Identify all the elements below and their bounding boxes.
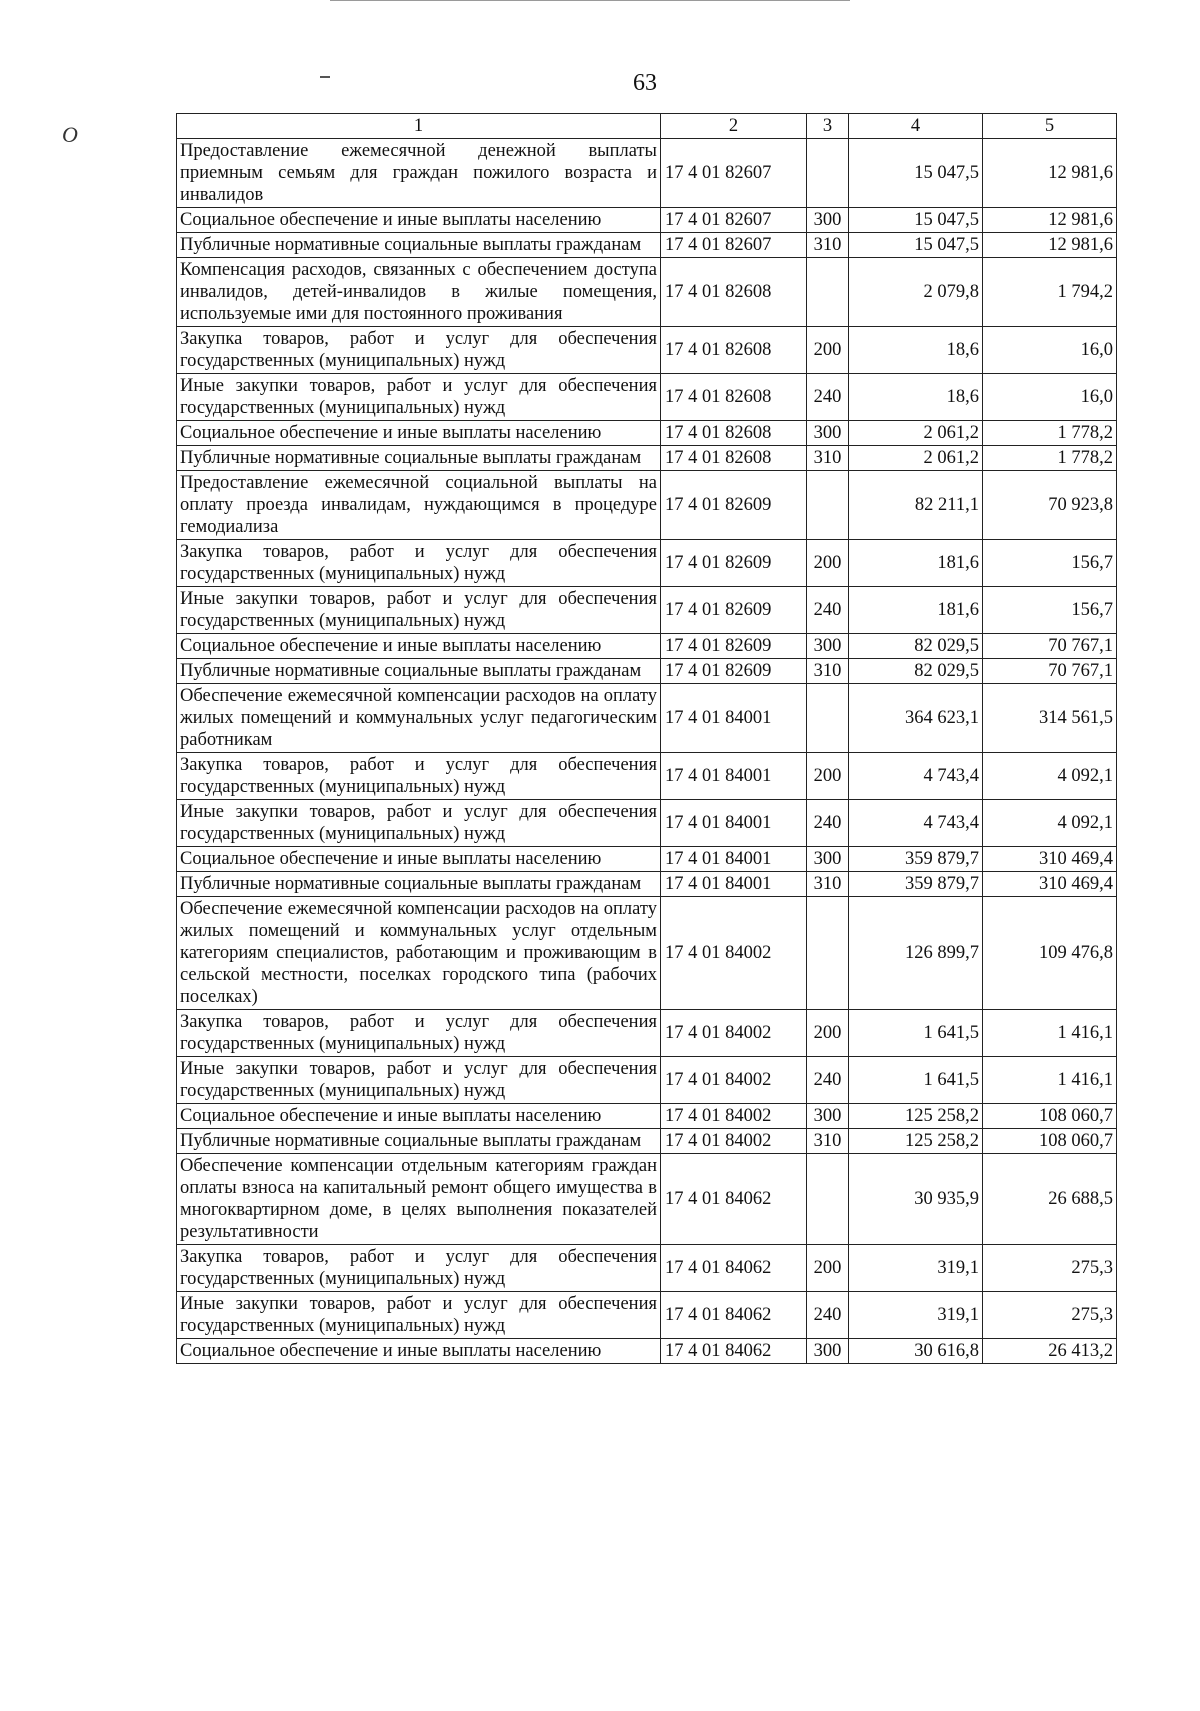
- row-code-cell: 17 4 01 84062: [661, 1339, 807, 1364]
- row-col5-value: 70 923,8: [983, 471, 1117, 540]
- table-row: [177, 659, 1117, 684]
- row-code-cell: 17 4 01 82609: [661, 471, 807, 540]
- row-code-cell: 17 4 01 84002: [661, 1104, 807, 1129]
- row-code-cell: 17 4 01 84002: [661, 1129, 807, 1154]
- row-type-cell: [807, 139, 849, 208]
- row-type-cell: 310: [807, 872, 849, 897]
- row-col4-value: 30 935,9: [849, 1154, 983, 1245]
- table-row: [177, 446, 1117, 471]
- row-col5-value: 1 794,2: [983, 258, 1117, 327]
- row-name-cell: Иные закупки товаров, работ и услуг для обеспечения государственных (муниципальных) нужд: [177, 587, 661, 634]
- row-name-cell: Обеспечение ежемесячной компенсации расходов на оплату жилых помещений и коммунальных услуг педагогическим работникам: [177, 684, 661, 753]
- row-col4-value: 18,6: [849, 327, 983, 374]
- row-name-cell: Предоставление ежемесячной денежной выплаты приемным семьям для граждан пожилого возраста и инвалидов: [177, 139, 661, 208]
- row-col4-value: 319,1: [849, 1245, 983, 1292]
- table-row: [177, 1104, 1117, 1129]
- row-name-cell: Закупка товаров, работ и услуг для обеспечения государственных (муниципальных) нужд: [177, 540, 661, 587]
- row-code-cell: 17 4 01 82607: [661, 208, 807, 233]
- table-row: [177, 872, 1117, 897]
- row-col5-value: 4 092,1: [983, 800, 1117, 847]
- row-type-cell: 200: [807, 327, 849, 374]
- row-name-cell: Обеспечение ежемесячной компенсации расходов на оплату жилых помещений и коммунальных услуг отдельным категориям специалистов, работающим и проживающим в сельской местности, поселках городского типа (рабочих поселках): [177, 897, 661, 1010]
- row-col5-value: 26 413,2: [983, 1339, 1117, 1364]
- row-col5-value: 1 416,1: [983, 1057, 1117, 1104]
- row-code-cell: 17 4 01 84001: [661, 753, 807, 800]
- row-name-cell: Закупка товаров, работ и услуг для обеспечения государственных (муниципальных) нужд: [177, 1245, 661, 1292]
- row-code-cell: 17 4 01 82608: [661, 374, 807, 421]
- row-code-cell: 17 4 01 84002: [661, 1057, 807, 1104]
- row-col4-value: 126 899,7: [849, 897, 983, 1010]
- row-code-cell: 17 4 01 82608: [661, 258, 807, 327]
- table-row: [177, 327, 1117, 374]
- table-row: [177, 1057, 1117, 1104]
- row-type-cell: 200: [807, 1010, 849, 1057]
- table-row: [177, 421, 1117, 446]
- row-col5-value: 109 476,8: [983, 897, 1117, 1010]
- table-row: [177, 540, 1117, 587]
- row-col4-value: 2 061,2: [849, 421, 983, 446]
- row-code-cell: 17 4 01 82609: [661, 540, 807, 587]
- row-name-cell: Публичные нормативные социальные выплаты гражданам: [177, 872, 661, 897]
- row-name-cell: Иные закупки товаров, работ и услуг для обеспечения государственных (муниципальных) нужд: [177, 1292, 661, 1339]
- table-row: [177, 374, 1117, 421]
- row-col5-value: 16,0: [983, 374, 1117, 421]
- row-code-cell: 17 4 01 82609: [661, 587, 807, 634]
- row-type-cell: 300: [807, 634, 849, 659]
- row-name-cell: Публичные нормативные социальные выплаты гражданам: [177, 233, 661, 258]
- table-row: [177, 753, 1117, 800]
- scan-edge-line: [330, 0, 850, 1]
- row-code-cell: 17 4 01 84001: [661, 872, 807, 897]
- table-row: [177, 208, 1117, 233]
- row-code-cell: 17 4 01 84062: [661, 1154, 807, 1245]
- table-header-row: [177, 114, 1117, 139]
- row-name-cell: Иные закупки товаров, работ и услуг для обеспечения государственных (муниципальных) нужд: [177, 1057, 661, 1104]
- row-col4-value: 18,6: [849, 374, 983, 421]
- row-type-cell: 200: [807, 1245, 849, 1292]
- table-row: [177, 684, 1117, 753]
- table-row: [177, 1129, 1117, 1154]
- row-code-cell: 17 4 01 82609: [661, 634, 807, 659]
- table-row: [177, 1245, 1117, 1292]
- row-col5-value: 12 981,6: [983, 139, 1117, 208]
- row-type-cell: 240: [807, 1292, 849, 1339]
- row-code-cell: 17 4 01 82609: [661, 659, 807, 684]
- row-col5-value: 156,7: [983, 540, 1117, 587]
- row-name-cell: Публичные нормативные социальные выплаты гражданам: [177, 446, 661, 471]
- row-col5-value: 275,3: [983, 1292, 1117, 1339]
- table-row: [177, 1339, 1117, 1364]
- table-row: [177, 800, 1117, 847]
- row-type-cell: [807, 897, 849, 1010]
- row-code-cell: 17 4 01 82608: [661, 446, 807, 471]
- row-name-cell: Закупка товаров, работ и услуг для обеспечения государственных (муниципальных) нужд: [177, 1010, 661, 1057]
- row-col5-value: 1 778,2: [983, 446, 1117, 471]
- row-col5-value: 70 767,1: [983, 634, 1117, 659]
- row-code-cell: 17 4 01 84062: [661, 1245, 807, 1292]
- table-row: [177, 587, 1117, 634]
- row-col5-value: 310 469,4: [983, 847, 1117, 872]
- row-code-cell: 17 4 01 82607: [661, 139, 807, 208]
- row-col4-value: 364 623,1: [849, 684, 983, 753]
- row-type-cell: 240: [807, 1057, 849, 1104]
- row-type-cell: 300: [807, 847, 849, 872]
- row-col4-value: 30 616,8: [849, 1339, 983, 1364]
- margin-mark: O: [62, 122, 78, 147]
- row-col4-value: 15 047,5: [849, 233, 983, 258]
- row-type-cell: 310: [807, 659, 849, 684]
- row-type-cell: 310: [807, 1129, 849, 1154]
- row-name-cell: Социальное обеспечение и иные выплаты населению: [177, 208, 661, 233]
- row-col4-value: 181,6: [849, 587, 983, 634]
- row-col5-value: 108 060,7: [983, 1129, 1117, 1154]
- row-code-cell: 17 4 01 84001: [661, 847, 807, 872]
- row-col5-value: 1 778,2: [983, 421, 1117, 446]
- row-code-cell: 17 4 01 84001: [661, 684, 807, 753]
- row-name-cell: Обеспечение компенсации отдельным категориям граждан оплаты взноса на капитальный ремонт общего имущества в многоквартирном доме, в целях выполнения показателей результативности: [177, 1154, 661, 1245]
- row-name-cell: Публичные нормативные социальные выплаты гражданам: [177, 1129, 661, 1154]
- header-col-2: 2: [661, 114, 807, 139]
- row-type-cell: 310: [807, 446, 849, 471]
- row-col4-value: 2 079,8: [849, 258, 983, 327]
- row-col4-value: 125 258,2: [849, 1104, 983, 1129]
- table-row: [177, 233, 1117, 258]
- row-name-cell: Социальное обеспечение и иные выплаты населению: [177, 847, 661, 872]
- table-row: [177, 897, 1117, 1010]
- table-row: [177, 634, 1117, 659]
- row-col4-value: 319,1: [849, 1292, 983, 1339]
- row-col4-value: 82 029,5: [849, 634, 983, 659]
- row-name-cell: Социальное обеспечение и иные выплаты населению: [177, 1104, 661, 1129]
- row-code-cell: 17 4 01 82607: [661, 233, 807, 258]
- row-name-cell: Компенсация расходов, связанных с обеспечением доступа инвалидов, детей-инвалидов в жилые помещения, используемые ими для постоянного проживания: [177, 258, 661, 327]
- row-type-cell: 240: [807, 800, 849, 847]
- row-col4-value: 359 879,7: [849, 847, 983, 872]
- table-row: [177, 258, 1117, 327]
- row-type-cell: 240: [807, 374, 849, 421]
- row-col5-value: 26 688,5: [983, 1154, 1117, 1245]
- row-name-cell: Социальное обеспечение и иные выплаты населению: [177, 421, 661, 446]
- table-row: [177, 847, 1117, 872]
- header-col-5: 5: [983, 114, 1117, 139]
- row-type-cell: 200: [807, 753, 849, 800]
- row-col4-value: 125 258,2: [849, 1129, 983, 1154]
- row-type-cell: 300: [807, 1104, 849, 1129]
- header-col-1: 1: [177, 114, 661, 139]
- row-col4-value: 4 743,4: [849, 800, 983, 847]
- row-type-cell: [807, 684, 849, 753]
- row-col5-value: 310 469,4: [983, 872, 1117, 897]
- table-row: [177, 471, 1117, 540]
- budget-table: [176, 113, 1117, 1364]
- row-col4-value: 15 047,5: [849, 139, 983, 208]
- header-col-4: 4: [849, 114, 983, 139]
- row-type-cell: [807, 1154, 849, 1245]
- row-code-cell: 17 4 01 84062: [661, 1292, 807, 1339]
- row-col5-value: 314 561,5: [983, 684, 1117, 753]
- row-col5-value: 108 060,7: [983, 1104, 1117, 1129]
- row-name-cell: Публичные нормативные социальные выплаты гражданам: [177, 659, 661, 684]
- row-name-cell: Закупка товаров, работ и услуг для обеспечения государственных (муниципальных) нужд: [177, 753, 661, 800]
- table-row: [177, 139, 1117, 208]
- row-code-cell: 17 4 01 84002: [661, 897, 807, 1010]
- row-type-cell: 240: [807, 587, 849, 634]
- row-type-cell: [807, 258, 849, 327]
- row-code-cell: 17 4 01 82608: [661, 421, 807, 446]
- row-type-cell: 300: [807, 1339, 849, 1364]
- table-body: [177, 139, 1117, 1364]
- row-col5-value: 275,3: [983, 1245, 1117, 1292]
- row-col5-value: 12 981,6: [983, 208, 1117, 233]
- row-name-cell: Закупка товаров, работ и услуг для обеспечения государственных (муниципальных) нужд: [177, 327, 661, 374]
- row-name-cell: Предоставление ежемесячной социальной выплаты на оплату проезда инвалидам, нуждающимся в процедуре гемодиализа: [177, 471, 661, 540]
- row-type-cell: 300: [807, 208, 849, 233]
- row-col4-value: 82 029,5: [849, 659, 983, 684]
- row-code-cell: 17 4 01 84001: [661, 800, 807, 847]
- row-name-cell: Социальное обеспечение и иные выплаты населению: [177, 634, 661, 659]
- row-col4-value: 1 641,5: [849, 1057, 983, 1104]
- table-row: [177, 1010, 1117, 1057]
- row-name-cell: Иные закупки товаров, работ и услуг для обеспечения государственных (муниципальных) нужд: [177, 374, 661, 421]
- header-col-3: 3: [807, 114, 849, 139]
- row-name-cell: Иные закупки товаров, работ и услуг для обеспечения государственных (муниципальных) нужд: [177, 800, 661, 847]
- row-col4-value: 359 879,7: [849, 872, 983, 897]
- row-col5-value: 12 981,6: [983, 233, 1117, 258]
- row-col4-value: 181,6: [849, 540, 983, 587]
- row-name-cell: Социальное обеспечение и иные выплаты населению: [177, 1339, 661, 1364]
- row-type-cell: [807, 471, 849, 540]
- row-col4-value: 82 211,1: [849, 471, 983, 540]
- row-col4-value: 4 743,4: [849, 753, 983, 800]
- row-code-cell: 17 4 01 82608: [661, 327, 807, 374]
- row-col5-value: 156,7: [983, 587, 1117, 634]
- row-col5-value: 4 092,1: [983, 753, 1117, 800]
- table-row: [177, 1154, 1117, 1245]
- table-row: [177, 1292, 1117, 1339]
- row-col5-value: 70 767,1: [983, 659, 1117, 684]
- row-col5-value: 16,0: [983, 327, 1117, 374]
- row-col4-value: 1 641,5: [849, 1010, 983, 1057]
- row-type-cell: 200: [807, 540, 849, 587]
- row-code-cell: 17 4 01 84002: [661, 1010, 807, 1057]
- row-col5-value: 1 416,1: [983, 1010, 1117, 1057]
- row-col4-value: 15 047,5: [849, 208, 983, 233]
- row-type-cell: 300: [807, 421, 849, 446]
- page-number: 63: [633, 70, 657, 96]
- row-col4-value: 2 061,2: [849, 446, 983, 471]
- row-type-cell: 310: [807, 233, 849, 258]
